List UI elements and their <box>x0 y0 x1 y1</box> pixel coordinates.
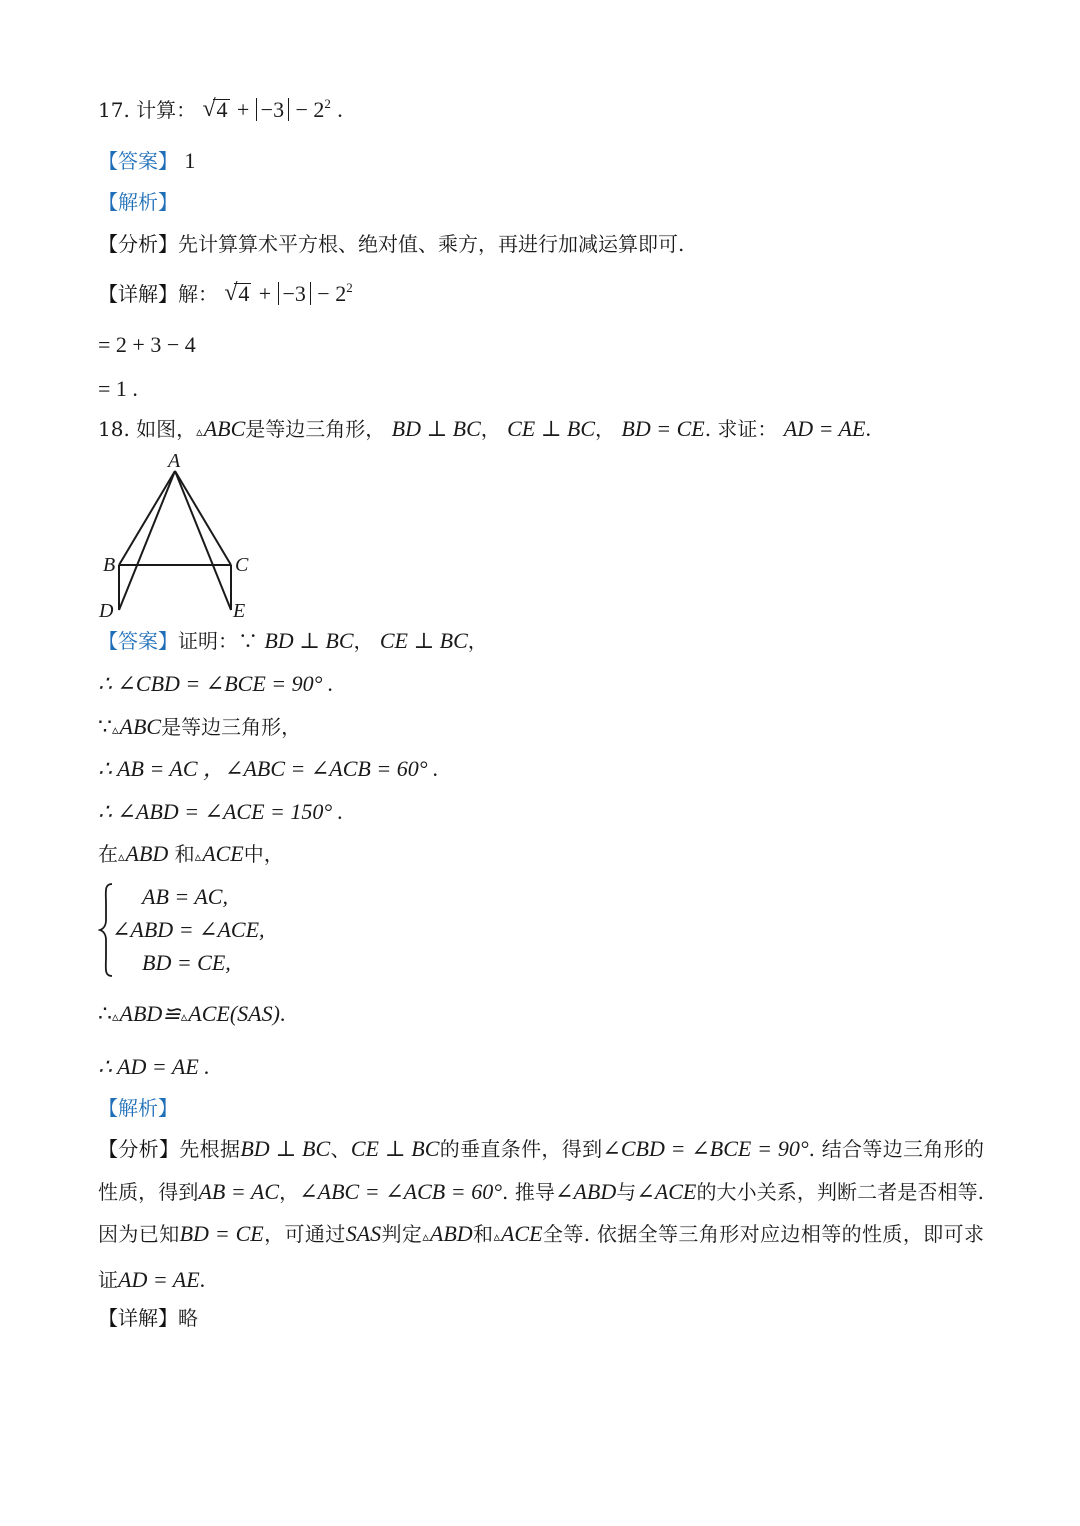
proof-sep2: ， <box>467 629 488 653</box>
label-b: B <box>103 554 116 576</box>
q18-goal: AD = AE <box>783 416 866 441</box>
triangle-icon: ▵ <box>112 722 119 737</box>
proof-mid: 中， <box>243 842 284 866</box>
sas-reason: (SAS) <box>229 1001 280 1026</box>
system-eq-3: BD = CE, <box>142 950 231 975</box>
segment-ae <box>175 471 231 610</box>
q18-end: . <box>865 416 871 441</box>
proof-line-2: ∴ ∠CBD = ∠BCE = 90° . <box>98 671 334 696</box>
q18-line <box>98 416 871 442</box>
q17-label: 计算： <box>136 98 197 122</box>
label-c: C <box>235 554 249 576</box>
proof-and: 和 <box>174 842 195 866</box>
sqrt-expression-2 <box>224 281 249 307</box>
abs-expression-2: −3 <box>278 282 311 305</box>
a17-detail-line <box>98 280 353 307</box>
detail-tag-18: 【详解】 <box>98 1306 178 1330</box>
proof-line-8: ∴ AD = AE . <box>98 1054 210 1079</box>
proof-tri-abd: ▵ABD <box>118 841 169 866</box>
system-eq-1: AB = AC, <box>142 884 228 909</box>
sqrt-icon: √ <box>202 96 216 122</box>
proof-line-7-end: . <box>279 1001 286 1026</box>
q17-exponent: 2 <box>324 96 331 111</box>
fenxi-tag: 【分析】 <box>98 232 178 256</box>
detail-plus: + <box>258 281 272 306</box>
proof-triangle-abc: ▵ABC <box>112 714 162 739</box>
congruent-ace: ▵ACE <box>180 1001 230 1026</box>
proof-bd: BD ⊥ BC <box>264 628 354 653</box>
a17-answer: 1 <box>184 148 196 173</box>
therefore-sign: ∴ <box>98 1001 112 1026</box>
a17-analysis-line <box>98 190 178 214</box>
a17-fenxi-line <box>98 232 684 256</box>
detail-exponent: 2 <box>346 280 353 295</box>
proof-line-5: ∴ ∠ABD = ∠ACE = 150° . <box>98 799 344 824</box>
proof-line-4: ∴ AB = AC ，∠ABC = ∠ACB = 60° . <box>98 756 439 781</box>
proof-line-3 <box>98 714 301 740</box>
triangle-icon: ▵ <box>493 1229 500 1245</box>
analysis-tag-18: 【解析】 <box>98 1096 178 1120</box>
detail-text: 略 <box>178 1306 198 1330</box>
a18-answer-line <box>98 628 488 654</box>
segment-ad <box>119 471 175 610</box>
q18-sep1: ， <box>480 417 501 441</box>
s18-analysis-line <box>98 1096 178 1120</box>
answer-tag-18: 【答案】 <box>98 629 178 653</box>
a17-step2: = 1 . <box>98 376 138 401</box>
fenxi-tag-18: 【分析】 <box>98 1137 180 1161</box>
abs-expression: −3 <box>256 98 289 121</box>
a17-step1: = 2 + 3 − 4 <box>98 332 196 357</box>
triangle-icon: ▵ <box>194 849 202 864</box>
s18-detail-line <box>98 1306 198 1330</box>
proof-tri-ace: ▵ACE <box>194 841 244 866</box>
label-d: D <box>99 600 114 622</box>
triangle-icon: ▵ <box>422 1229 429 1245</box>
segment-ac <box>175 471 231 565</box>
answer-tag: 【答案】 <box>98 149 178 173</box>
triangle-icon: ▵ <box>180 1009 188 1024</box>
proof-line-6 <box>98 841 284 867</box>
segment-ab <box>119 471 175 565</box>
q18-is-equi: 是等边三角形， <box>245 417 386 441</box>
because-sign: ∵ <box>98 714 112 739</box>
system-eq-2: ∠ABD = ∠ACE, <box>112 917 265 942</box>
q18-intro: 如图， <box>136 417 197 441</box>
detail-label: 解： <box>178 282 218 306</box>
q18-sep2: ， <box>595 417 616 441</box>
proof-line-7 <box>98 1001 285 1027</box>
q17-end: . <box>337 97 343 122</box>
triangle-icon: ▵ <box>118 849 125 864</box>
s18-fenxi-paragraph: 【分析】先根据BD ⊥ BC、CE ⊥ BC的垂直条件，得到∠CBD = ∠BCE = 90°. 结合等边三角形的性质，得到AB = AC，∠ABC = ∠ACB = 60°. 推导∠ABD与∠ACE的大小关系，判断二者是否相等. 因为已知BD = CE，可通过SAS判定▵ABD和▵ACE全等. 依据全等三角形对应边相等的性质，即可求证AD = AE. <box>98 1136 985 1293</box>
q18-cond1: BD ⊥ BC <box>391 416 481 441</box>
proof-sep1: ， <box>353 629 374 653</box>
q18-number: 18. <box>98 417 130 441</box>
proof-in: 在 <box>98 842 118 866</box>
sqrt-expression <box>203 97 228 123</box>
a17-fenxi: 先计算算术平方根、绝对值、乘方，再进行加减运算即可. <box>178 232 685 256</box>
label-a: A <box>168 450 181 472</box>
triangle-icon: ▵ <box>112 1009 119 1024</box>
detail-tag: 【详解】 <box>98 282 178 306</box>
sqrt-arg-2: 4 <box>238 281 250 306</box>
geometry-figure <box>95 445 265 625</box>
detail-minus-base: − 2 <box>317 281 347 306</box>
q17-line <box>98 96 343 123</box>
q18-cond2: CE ⊥ BC <box>507 416 596 441</box>
proof-ce: CE ⊥ BC <box>379 628 468 653</box>
q17-minus-base: − 2 <box>295 97 325 122</box>
proof-line-3-text: 是等边三角形， <box>161 715 302 739</box>
congruent-abd: ▵ABD≌ <box>112 1001 181 1026</box>
sqrt-arg: 4 <box>216 97 228 122</box>
q18-prove: . 求证： <box>704 417 778 441</box>
proof-intro: 证明：∵ <box>178 629 258 653</box>
a17-answer-line <box>98 148 195 174</box>
sqrt-icon: √ <box>224 280 238 306</box>
analysis-tag: 【解析】 <box>98 190 178 214</box>
q18-cond3: BD = CE <box>621 416 705 441</box>
label-e: E <box>233 600 246 622</box>
q17-plus: + <box>236 97 250 122</box>
triangle-icon: ▵ <box>196 424 203 439</box>
q17-number: 17. <box>98 98 130 122</box>
q18-triangle: ▵ABC <box>196 416 246 441</box>
